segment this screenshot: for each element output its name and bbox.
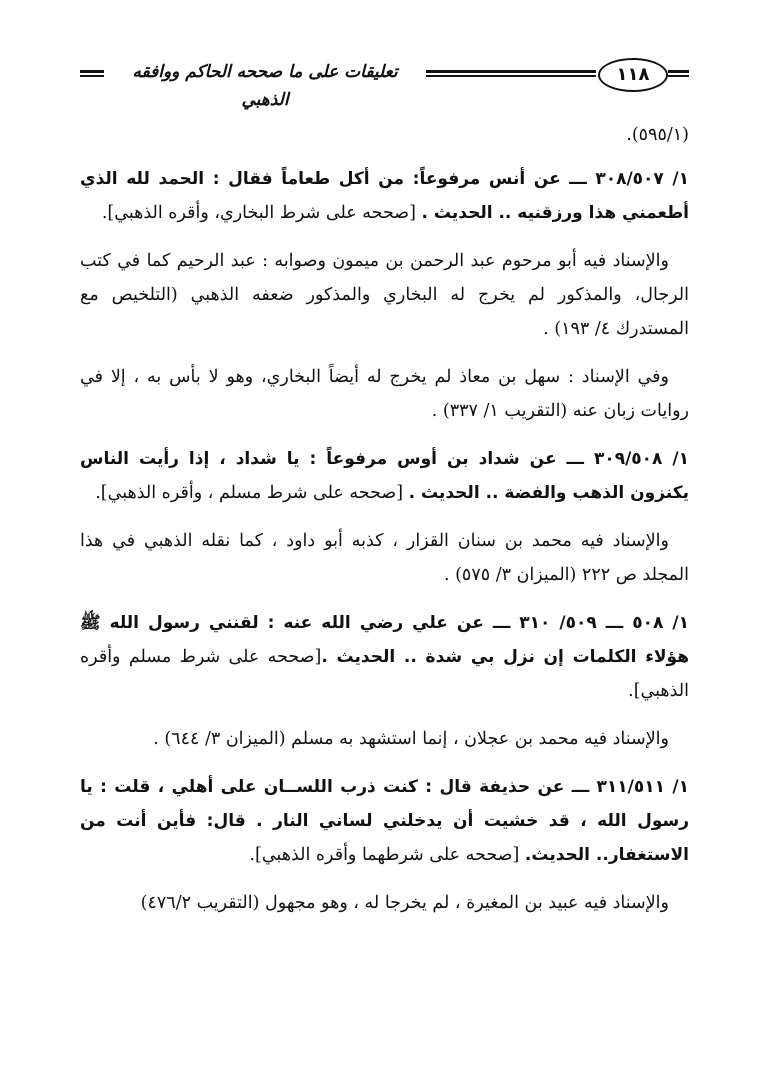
- commentary-paragraph: [80, 722, 689, 756]
- paragraph-text: وفي الإسناد : سهل بن معاذ لم يخرج له أيضاً البخاري، وهو لا بأس به ، إلا في روايات زبان عنه (التقريب ١/ ٣٣٧) .: [80, 367, 689, 421]
- ruling-text: [صححه على شرط مسلم وأقره الذهبي].: [80, 647, 689, 701]
- header-rule-middle: [426, 70, 596, 77]
- commentary-paragraph: [80, 886, 689, 920]
- paragraph-continuation: [80, 118, 689, 152]
- paragraph-text: والإسناد فيه محمد بن عجلان ، إنما استشهد به مسلم (الميزان ٣/ ٦٤٤) .: [153, 729, 669, 749]
- hadith-entry-511: [80, 770, 689, 872]
- ruling-text: [صححه على شرطهما وأقره الذهبي].: [249, 845, 525, 865]
- hadith-text: ١/ ٥٠٨ ـــ ٥٠٩/ ٣١٠ ـــ عن علي رضي الله عنه : لقنني رسول الله ﷺ هؤلاء الكلمات إن نزل بي شدة .. الحديث .: [80, 613, 690, 667]
- hadith-text: ١/ ٣٠٨/٥٠٧ ـــ عن أنس مرفوعاً: من أكل طعاماً فقال : الحمد لله الذي أطعمني هذا ورزقنيه .. الحديث .: [80, 169, 689, 223]
- paragraph-text: والإسناد فيه أبو مرحوم عبد الرحمن بن ميمون وصوابه : عبد الرحيم كما في كتب الرجال، والمذكور لم يخرج له البخاري والمذكور ضعفه الذهبي (التلخيص مع المستدرك ٤/ ١٩٣) .: [80, 251, 689, 339]
- commentary-paragraph: [80, 244, 689, 346]
- commentary-paragraph: [80, 524, 689, 592]
- running-title: تعليقات على ما صححه الحاكم ووافقه الذهبي: [132, 62, 398, 110]
- page-header: [80, 58, 689, 110]
- paragraph-text: والإسناد فيه عبيد بن المغيرة ، لم يخرجا له ، وهو مجهول (التقريب ٤٧٦/٢): [140, 893, 669, 913]
- hadith-text: ١/ ٣١١/٥١١ ـــ عن حذيفة قال : كنت ذرب اللســان على أهلي ، قلت : يا رسول الله ، قد خشيت أن يدخلني لساني النار . قال: فأين أنت من الاستغفار.. الحديث.: [80, 777, 689, 865]
- hadith-entry-507: [80, 162, 689, 230]
- header-rule-right: [668, 70, 689, 77]
- header-rule-left: [80, 70, 104, 77]
- commentary-paragraph: [80, 360, 689, 428]
- hadith-entry-508: [80, 442, 689, 510]
- page-body: [80, 118, 689, 934]
- ruling-text: [صححه على شرط مسلم ، وأقره الذهبي].: [95, 483, 409, 503]
- hadith-text: ١/ ٣٠٩/٥٠٨ ـــ عن شداد بن أوس مرفوعاً : يا شداد ، إذا رأيت الناس يكنزون الذهب والفضة .. الحديث .: [80, 449, 689, 503]
- paragraph-text: والإسناد فيه محمد بن سنان القزار ، كذبه أبو داود ، كما نقله الذهبي في هذا المجلد ص ٢٢٢ (الميزان ٣/ ٥٧٥) .: [80, 531, 689, 585]
- hadith-entry-509: [80, 606, 689, 708]
- page-number: ١١٨: [598, 58, 668, 92]
- ruling-text: [صححه على شرط البخاري، وأقره الذهبي].: [101, 203, 422, 223]
- paragraph-text: (٥٩٥/١).: [626, 125, 689, 145]
